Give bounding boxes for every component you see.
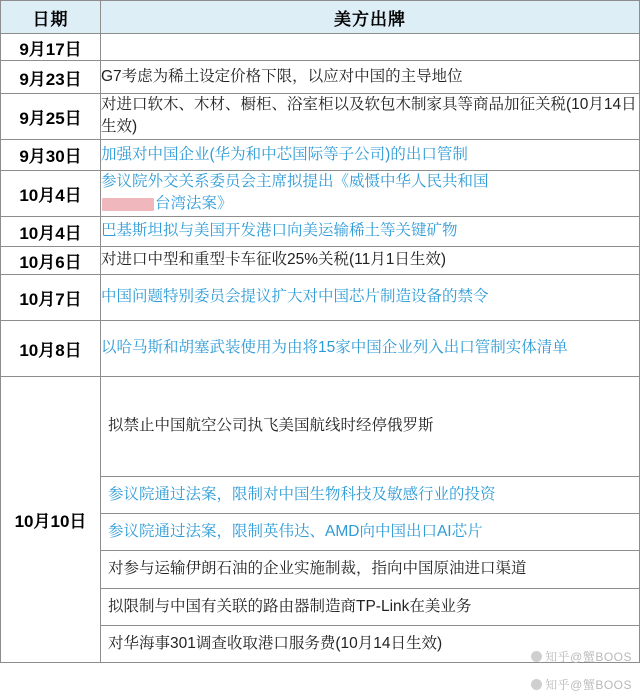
row-action: 中国问题特别委员会提议扩大对中国芯片制造设备的禁令: [101, 274, 640, 320]
table-row: [1, 34, 640, 61]
row-action-line1: 参议院外交关系委员会主席拟提出《威慑中华人民共和国: [101, 172, 489, 190]
watermark-top: [531, 648, 632, 665]
table-row: [1, 61, 640, 94]
table-row: [1, 170, 640, 216]
row-action: [101, 34, 640, 61]
row-date: 9月17日: [1, 34, 101, 61]
grouped-action: 拟限制与中国有关联的路由器制造商TP-Link在美业务: [101, 588, 639, 625]
row-action: 对进口软木、木材、橱柜、浴室柜以及软包木制家具等商品加征关税(10月14日生效): [101, 94, 640, 140]
row-date: 9月30日: [1, 139, 101, 170]
watermark-bottom: [531, 676, 632, 693]
list-item: [101, 588, 639, 625]
grouped-action: 拟禁止中国航空公司执飞美国航线时经停俄罗斯: [108, 417, 434, 435]
row-action: G7考虑为稀土设定价格下限，以应对中国的主导地位: [101, 61, 640, 94]
table-row: [1, 246, 640, 274]
table-row: [1, 139, 640, 170]
header-date: 日期: [1, 1, 101, 34]
grouped-action: 对参与运输伊朗石油的企业实施制裁，指向中国原油进口渠道: [101, 551, 639, 588]
row-date: 10月10日: [1, 376, 101, 662]
grouped-action: 参议院通过法案，限制对中国生物科技及敏感行业的投资: [101, 476, 639, 513]
grouped-action: 参议院通过法案，限制英伟达、AMD向中国出口AI芯片: [101, 514, 639, 551]
grouped-action: 对华海事301调查收取港口服务费(10月14日生效): [101, 625, 639, 662]
row-date: 10月4日: [1, 170, 101, 216]
grouped-actions-table: [101, 377, 639, 662]
table-row: [1, 94, 640, 140]
row-action: 巴基斯坦拟与美国开发港口向美运输稀土等关键矿物: [101, 216, 640, 246]
row-date: 10月8日: [1, 320, 101, 376]
row-action: 以哈马斯和胡塞武装使用为由将15家中国企业列入出口管制实体清单: [101, 320, 640, 376]
table-row: [1, 274, 640, 320]
redaction-block: [102, 198, 154, 211]
list-item: [101, 551, 639, 588]
table-row: [1, 320, 640, 376]
row-action-group: [101, 376, 640, 662]
table-row-group: [1, 376, 640, 662]
row-action: 对进口中型和重型卡车征收25%关税(11月1日生效): [101, 246, 640, 274]
header-action: 美方出牌: [101, 1, 640, 34]
watermark-dot-icon: [531, 679, 542, 690]
row-date: 9月25日: [1, 94, 101, 140]
watermark-text: 知乎@蟹BOOS: [545, 650, 632, 664]
table-header-row: [1, 1, 640, 34]
list-item: [101, 476, 639, 513]
watermark-dot-icon: [531, 651, 542, 662]
row-date: 10月6日: [1, 246, 101, 274]
list-item: [101, 377, 639, 477]
row-date: 10月4日: [1, 216, 101, 246]
row-date: 10月7日: [1, 274, 101, 320]
row-date: 9月23日: [1, 61, 101, 94]
row-action: [101, 170, 640, 216]
row-action-line2: 台湾法案》: [155, 195, 233, 213]
table-row: [1, 216, 640, 246]
watermark-text: 知乎@蟹BOOS: [545, 678, 632, 692]
row-action: 加强对中国企业(华为和中芯国际等子公司)的出口管制: [101, 139, 640, 170]
list-item: [101, 514, 639, 551]
